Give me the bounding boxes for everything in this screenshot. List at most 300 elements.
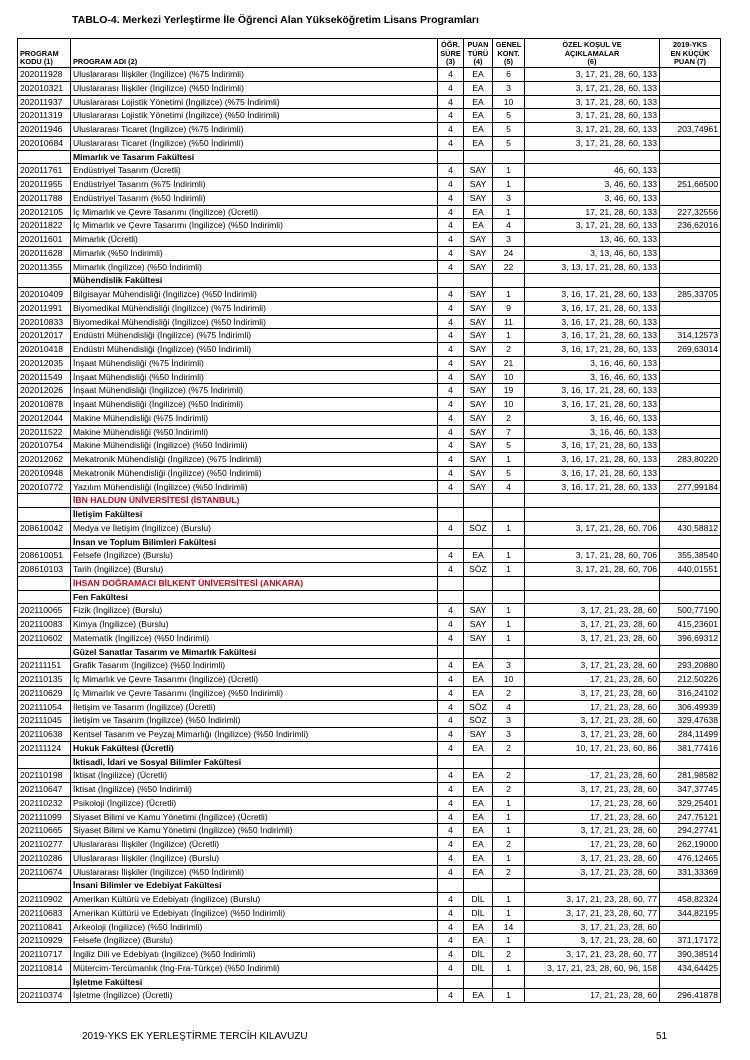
duration: 4 — [438, 288, 464, 302]
table-row — [18, 95, 721, 109]
program-name: İletişim ve Tasarım (İngilizce) (Ücretli) — [71, 700, 438, 714]
university-name: İHSAN DOĞRAMACI BİLKENT ÜNİVERSİTESİ (ANKARA) — [71, 576, 438, 590]
empty-cell — [660, 879, 721, 893]
faculty-header-row — [18, 645, 721, 659]
table-row — [18, 920, 721, 934]
quota: 22 — [493, 260, 525, 274]
duration: 4 — [438, 961, 464, 975]
special-conditions: 3, 17, 21, 28, 60, 133 — [525, 68, 660, 82]
duration: 4 — [438, 466, 464, 480]
special-conditions: 3, 16, 17, 21, 28, 60, 133 — [525, 301, 660, 315]
program-code: 202011549 — [18, 370, 71, 384]
page-number: 51 — [656, 1031, 668, 1042]
program-name: İletişim ve Tasarım (İngilizce) (%50 İndirimli) — [71, 714, 438, 728]
table-row — [18, 343, 721, 357]
empty-cell — [493, 645, 525, 659]
quota: 24 — [493, 246, 525, 260]
special-conditions: 3, 16, 17, 21, 28, 60, 133 — [525, 480, 660, 494]
program-name: Biyomedikal Mühendisliği (İngilizce) (%75 İndirimli) — [71, 301, 438, 315]
program-code: 202110286 — [18, 851, 71, 865]
program-code: 202110135 — [18, 673, 71, 687]
quota: 5 — [493, 109, 525, 123]
min-score: 236,62016 — [660, 219, 721, 233]
duration: 4 — [438, 123, 464, 137]
score-type: EA — [464, 769, 493, 783]
program-code: 202110638 — [18, 728, 71, 742]
program-name: Mimarlık (Ücretli) — [71, 233, 438, 247]
score-type: EA — [464, 865, 493, 879]
empty-cell — [525, 755, 660, 769]
special-conditions: 3, 16, 17, 21, 28, 60, 133 — [525, 315, 660, 329]
duration: 4 — [438, 425, 464, 439]
header-special-conditions: ÖZEL KOŞUL VE AÇIKLAMALAR (6) — [525, 39, 660, 68]
faculty-header-row — [18, 590, 721, 604]
quota: 10 — [493, 370, 525, 384]
table-row — [18, 356, 721, 370]
score-type: SAY — [464, 728, 493, 742]
min-score — [660, 315, 721, 329]
score-type: SAY — [464, 343, 493, 357]
special-conditions: 3, 17, 21, 23, 28, 60 — [525, 783, 660, 797]
special-conditions: 3, 17, 21, 23, 28, 60 — [525, 824, 660, 838]
min-score: 316,24102 — [660, 686, 721, 700]
special-conditions: 17, 21, 23, 28, 60 — [525, 810, 660, 824]
min-score: 306,49939 — [660, 700, 721, 714]
special-conditions: 3, 16, 17, 21, 28, 60, 133 — [525, 329, 660, 343]
duration: 4 — [438, 521, 464, 535]
quota: 10 — [493, 673, 525, 687]
special-conditions: 3, 17, 21, 28, 60, 706 — [525, 563, 660, 577]
duration: 4 — [438, 178, 464, 192]
empty-cell — [660, 576, 721, 590]
score-type: SAY — [464, 480, 493, 494]
quota: 1 — [493, 521, 525, 535]
empty-cell — [493, 879, 525, 893]
duration: 4 — [438, 246, 464, 260]
duration: 4 — [438, 480, 464, 494]
program-code: 202110198 — [18, 769, 71, 783]
program-name: Endüstri Mühendisliği (İngilizce) (%75 İndirimli) — [71, 329, 438, 343]
empty-cell — [18, 274, 71, 288]
table-row — [18, 563, 721, 577]
special-conditions: 3, 17, 21, 23, 28, 60, 77 — [525, 906, 660, 920]
program-code: 202011946 — [18, 123, 71, 137]
quota: 1 — [493, 205, 525, 219]
table-row — [18, 178, 721, 192]
quota: 5 — [493, 439, 525, 453]
empty-cell — [18, 590, 71, 604]
special-conditions: 13, 46, 60, 133 — [525, 233, 660, 247]
min-score — [660, 136, 721, 150]
quota: 3 — [493, 659, 525, 673]
program-name: Siyaset Bilimi ve Kamu Yönetimi (İngilizce) (Ücretli) — [71, 810, 438, 824]
special-conditions: 3, 17, 21, 23, 28, 60 — [525, 604, 660, 618]
min-score: 458,82324 — [660, 893, 721, 907]
program-code: 202110902 — [18, 893, 71, 907]
min-score: 347,37745 — [660, 783, 721, 797]
empty-cell — [438, 150, 464, 164]
min-score: 355,38540 — [660, 549, 721, 563]
score-type: EA — [464, 136, 493, 150]
empty-cell — [493, 975, 525, 989]
empty-cell — [493, 508, 525, 522]
empty-cell — [438, 508, 464, 522]
duration: 4 — [438, 769, 464, 783]
score-type: EA — [464, 205, 493, 219]
special-conditions: 3, 17, 21, 23, 28, 60, 96, 158 — [525, 961, 660, 975]
quota: 3 — [493, 191, 525, 205]
table-row — [18, 205, 721, 219]
program-code: 202011628 — [18, 246, 71, 260]
program-code: 202110374 — [18, 989, 71, 1003]
min-score — [660, 95, 721, 109]
program-name: Amerikan Kültürü ve Edebiyatı (İngilizce) (%50 İndirimli) — [71, 906, 438, 920]
score-type: SAY — [464, 260, 493, 274]
quota: 6 — [493, 68, 525, 82]
quota: 1 — [493, 164, 525, 178]
min-score: 434,64425 — [660, 961, 721, 975]
header-duration: ÖĞR. SÜRE (3) — [438, 39, 464, 68]
score-type: SAY — [464, 288, 493, 302]
score-type: SAY — [464, 439, 493, 453]
duration: 4 — [438, 618, 464, 632]
table-row — [18, 948, 721, 962]
score-type: SAY — [464, 315, 493, 329]
duration: 4 — [438, 68, 464, 82]
special-conditions: 3, 16, 46, 60, 133 — [525, 370, 660, 384]
program-name: Mütercim-Tercümanlık (İng-Fra-Türkçe) (%50 İndirimli) — [71, 961, 438, 975]
table-row — [18, 673, 721, 687]
score-type: SAY — [464, 356, 493, 370]
table-row — [18, 934, 721, 948]
table-row — [18, 219, 721, 233]
empty-cell — [464, 576, 493, 590]
quota: 1 — [493, 618, 525, 632]
min-score: 396,69312 — [660, 631, 721, 645]
quota: 19 — [493, 384, 525, 398]
min-score — [660, 370, 721, 384]
special-conditions: 3, 17, 21, 23, 28, 60 — [525, 728, 660, 742]
empty-cell — [660, 508, 721, 522]
duration: 4 — [438, 81, 464, 95]
special-conditions: 3, 17, 21, 28, 60, 133 — [525, 81, 660, 95]
duration: 4 — [438, 893, 464, 907]
min-score — [660, 398, 721, 412]
score-type: EA — [464, 838, 493, 852]
duration: 4 — [438, 838, 464, 852]
special-conditions: 3, 17, 21, 23, 28, 60, 77 — [525, 948, 660, 962]
empty-cell — [438, 535, 464, 549]
program-name: Uluslararası İlişkiler (İngilizce) (Ücretli) — [71, 838, 438, 852]
table-row — [18, 810, 721, 824]
program-name: Uluslararası Lojistik Yönetimi (İngilizce) (%75 İndirimli) — [71, 95, 438, 109]
quota: 2 — [493, 741, 525, 755]
min-score: 285,33705 — [660, 288, 721, 302]
duration: 4 — [438, 398, 464, 412]
min-score: 203,74961 — [660, 123, 721, 137]
program-code: 208610051 — [18, 549, 71, 563]
min-score: 293,20880 — [660, 659, 721, 673]
special-conditions: 17, 21, 23, 28, 60 — [525, 769, 660, 783]
program-code: 202110629 — [18, 686, 71, 700]
program-code: 202010833 — [18, 315, 71, 329]
table-row — [18, 769, 721, 783]
min-score — [660, 301, 721, 315]
special-conditions: 3, 17, 21, 23, 28, 60 — [525, 659, 660, 673]
program-code: 202011319 — [18, 109, 71, 123]
table-row — [18, 453, 721, 467]
empty-cell — [660, 590, 721, 604]
table-row — [18, 893, 721, 907]
special-conditions: 3, 13, 46, 60, 133 — [525, 246, 660, 260]
quota: 2 — [493, 783, 525, 797]
score-type: EA — [464, 95, 493, 109]
program-code: 202110683 — [18, 906, 71, 920]
min-score: 262,19000 — [660, 838, 721, 852]
special-conditions: 3, 16, 17, 21, 28, 60, 133 — [525, 343, 660, 357]
score-type: SAY — [464, 398, 493, 412]
min-score: 344,82195 — [660, 906, 721, 920]
program-code: 202110814 — [18, 961, 71, 975]
score-type: SAY — [464, 370, 493, 384]
table-row — [18, 796, 721, 810]
duration: 4 — [438, 920, 464, 934]
duration: 4 — [438, 741, 464, 755]
table-row — [18, 728, 721, 742]
min-score — [660, 439, 721, 453]
empty-cell — [438, 494, 464, 508]
min-score — [660, 109, 721, 123]
faculty-name: Fen Fakültesi — [71, 590, 438, 604]
special-conditions: 3, 16, 17, 21, 28, 60, 133 — [525, 453, 660, 467]
min-score: 314,12573 — [660, 329, 721, 343]
quota: 21 — [493, 356, 525, 370]
duration: 4 — [438, 810, 464, 824]
min-score — [660, 68, 721, 82]
program-name: Kentsel Tasarım ve Peyzaj Mimarlığı (İngilizce) (%50 İndirimli) — [71, 728, 438, 742]
min-score: 476,12465 — [660, 851, 721, 865]
program-name: İşletme (İngilizce) (Ücretli) — [71, 989, 438, 1003]
program-code: 202111045 — [18, 714, 71, 728]
program-name: Mimarlık (İngilizce) (%50 İndirimli) — [71, 260, 438, 274]
empty-cell — [18, 879, 71, 893]
table-row — [18, 783, 721, 797]
program-name: Uluslararası İlişkiler (İngilizce) (%75 İndirimli) — [71, 68, 438, 82]
duration: 4 — [438, 934, 464, 948]
program-name: Endüstriyel Tasarım (Ücretli) — [71, 164, 438, 178]
faculty-header-row — [18, 879, 721, 893]
score-type: EA — [464, 81, 493, 95]
program-name: Biyomedikal Mühendisliği (İngilizce) (%50 İndirimli) — [71, 315, 438, 329]
special-conditions: 3, 16, 46, 60, 133 — [525, 425, 660, 439]
quota: 2 — [493, 769, 525, 783]
duration: 4 — [438, 343, 464, 357]
quota: 5 — [493, 136, 525, 150]
min-score: 500,77190 — [660, 604, 721, 618]
program-name: İktisat (İngilizce) (%50 İndirimli) — [71, 783, 438, 797]
program-code: 202012105 — [18, 205, 71, 219]
table-row — [18, 466, 721, 480]
score-type: EA — [464, 741, 493, 755]
quota: 5 — [493, 466, 525, 480]
min-score: 281,98582 — [660, 769, 721, 783]
score-type: EA — [464, 673, 493, 687]
score-type: SÖZ — [464, 521, 493, 535]
special-conditions: 3, 17, 21, 28, 60, 133 — [525, 123, 660, 137]
duration: 4 — [438, 659, 464, 673]
quota: 1 — [493, 824, 525, 838]
program-code: 202010418 — [18, 343, 71, 357]
quota: 2 — [493, 838, 525, 852]
program-code: 202012017 — [18, 329, 71, 343]
program-code: 202110602 — [18, 631, 71, 645]
special-conditions: 3, 17, 21, 28, 60, 133 — [525, 219, 660, 233]
program-code: 202110277 — [18, 838, 71, 852]
table-row — [18, 164, 721, 178]
quota: 1 — [493, 329, 525, 343]
program-name: İnşaat Mühendisliği (%75 İndirimli) — [71, 356, 438, 370]
table-row — [18, 384, 721, 398]
table-row — [18, 865, 721, 879]
special-conditions: 3, 17, 21, 28, 60, 133 — [525, 109, 660, 123]
empty-cell — [438, 975, 464, 989]
quota: 1 — [493, 796, 525, 810]
university-name: İBN HALDUN ÜNİVERSİTESİ (İSTANBUL) — [71, 494, 438, 508]
score-type: EA — [464, 219, 493, 233]
table-row — [18, 521, 721, 535]
empty-cell — [464, 494, 493, 508]
header-score-type: PUAN TÜRÜ (4) — [464, 39, 493, 68]
duration: 4 — [438, 411, 464, 425]
special-conditions: 3, 16, 17, 21, 28, 60, 133 — [525, 439, 660, 453]
empty-cell — [493, 150, 525, 164]
min-score: 296,41878 — [660, 989, 721, 1003]
duration: 4 — [438, 549, 464, 563]
special-conditions: 3, 17, 21, 23, 28, 60 — [525, 934, 660, 948]
faculty-name: Güzel Sanatlar Tasarım ve Mimarlık Fakültesi — [71, 645, 438, 659]
min-score: 430,58812 — [660, 521, 721, 535]
table-row — [18, 838, 721, 852]
special-conditions: 3, 16, 17, 21, 28, 60, 133 — [525, 288, 660, 302]
score-type: SAY — [464, 164, 493, 178]
table-row — [18, 288, 721, 302]
min-score: 329,47638 — [660, 714, 721, 728]
special-conditions: 3, 16, 17, 21, 28, 60, 133 — [525, 466, 660, 480]
score-type: DİL — [464, 893, 493, 907]
program-code: 202010754 — [18, 439, 71, 453]
duration: 4 — [438, 906, 464, 920]
program-code: 202011522 — [18, 425, 71, 439]
duration: 4 — [438, 315, 464, 329]
faculty-name: Mimarlık ve Tasarım Fakültesi — [71, 150, 438, 164]
special-conditions: 3, 13, 17, 21, 28, 60, 133 — [525, 260, 660, 274]
program-name: Arkeoloji (İngilizce) (%50 İndirimli) — [71, 920, 438, 934]
empty-cell — [464, 274, 493, 288]
score-type: EA — [464, 796, 493, 810]
quota: 7 — [493, 425, 525, 439]
empty-cell — [525, 508, 660, 522]
program-code: 202010878 — [18, 398, 71, 412]
special-conditions: 3, 16, 17, 21, 28, 60, 133 — [525, 384, 660, 398]
table-row — [18, 604, 721, 618]
program-name: İç Mimarlık ve Çevre Tasarımı (İngilizce) (Ücretli) — [71, 673, 438, 687]
duration: 4 — [438, 260, 464, 274]
duration: 4 — [438, 233, 464, 247]
min-score — [660, 466, 721, 480]
min-score: 390,38514 — [660, 948, 721, 962]
empty-cell — [438, 576, 464, 590]
min-score: 331,33369 — [660, 865, 721, 879]
program-name: Psikoloji (İngilizce) (Ücretli) — [71, 796, 438, 810]
table-row — [18, 370, 721, 384]
program-name: Uluslararası İlişkiler (İngilizce) (%50 İndirimli) — [71, 81, 438, 95]
min-score: 251,66500 — [660, 178, 721, 192]
program-name: Endüstriyel Tasarım (%50 İndirimli) — [71, 191, 438, 205]
empty-cell — [438, 645, 464, 659]
program-code: 202110674 — [18, 865, 71, 879]
quota: 5 — [493, 123, 525, 137]
score-type: EA — [464, 989, 493, 1003]
score-type: SAY — [464, 233, 493, 247]
score-type: SAY — [464, 425, 493, 439]
score-type: EA — [464, 783, 493, 797]
empty-cell — [525, 645, 660, 659]
empty-cell — [525, 535, 660, 549]
table-row — [18, 81, 721, 95]
min-score: 283,80220 — [660, 453, 721, 467]
table-row — [18, 260, 721, 274]
quota: 9 — [493, 301, 525, 315]
quota: 1 — [493, 810, 525, 824]
score-type: EA — [464, 934, 493, 948]
quota: 10 — [493, 398, 525, 412]
faculty-header-row — [18, 755, 721, 769]
program-code: 202111054 — [18, 700, 71, 714]
quota: 11 — [493, 315, 525, 329]
header-min-score: 2019-YKS EN KÜÇÜK PUAN (7) — [660, 39, 721, 68]
header-row — [18, 39, 721, 68]
empty-cell — [464, 535, 493, 549]
table-row — [18, 989, 721, 1003]
table-row — [18, 68, 721, 82]
min-score: 329,25401 — [660, 796, 721, 810]
empty-cell — [660, 535, 721, 549]
faculty-name: İnsani Bilimler ve Edebiyat Fakültesi — [71, 879, 438, 893]
quota: 1 — [493, 906, 525, 920]
empty-cell — [464, 879, 493, 893]
score-type: EA — [464, 810, 493, 824]
program-name: Siyaset Bilimi ve Kamu Yönetimi (İngilizce) (%50 İndirimli) — [71, 824, 438, 838]
program-code: 202110232 — [18, 796, 71, 810]
duration: 4 — [438, 453, 464, 467]
score-type: EA — [464, 824, 493, 838]
empty-cell — [660, 494, 721, 508]
faculty-name: İnsan ve Toplum Bilimleri Fakültesi — [71, 535, 438, 549]
empty-cell — [525, 150, 660, 164]
table-row — [18, 851, 721, 865]
quota: 3 — [493, 728, 525, 742]
program-name: İnşaat Mühendisliği (İngilizce) (%50 İndirimli) — [71, 398, 438, 412]
program-name: Amerikan Kültürü ve Edebiyatı (İngilizce) (Burslu) — [71, 893, 438, 907]
table-title: TABLO-4. Merkezi Yerleştirme İle Öğrenci Alan Yükseköğretim Lisans Programları — [72, 14, 479, 26]
min-score: 212,50226 — [660, 673, 721, 687]
empty-cell — [493, 755, 525, 769]
table-row — [18, 136, 721, 150]
empty-cell — [464, 645, 493, 659]
program-name: Felsefe (İngilizce) (Burslu) — [71, 549, 438, 563]
quota: 1 — [493, 178, 525, 192]
quota: 1 — [493, 893, 525, 907]
